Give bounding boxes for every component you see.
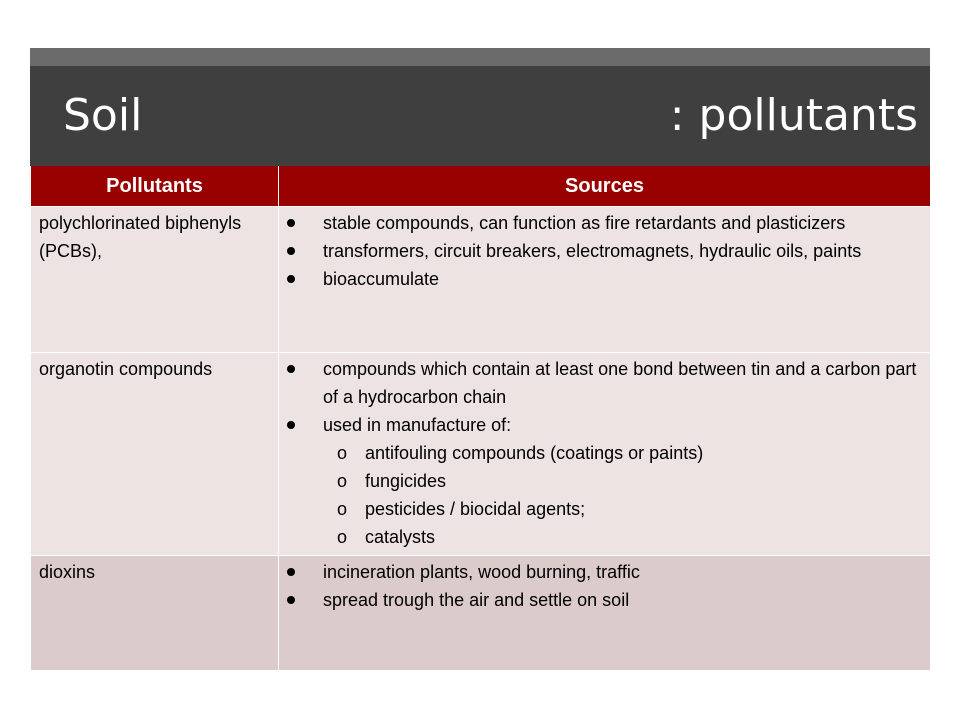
bullet-icon [287, 568, 295, 576]
hollow-circle-bullet-icon: o [337, 443, 348, 463]
source-text: compounds which contain at least one bond between tin and a carbon part of a hydrocarbon chain [323, 359, 917, 407]
source-item [287, 209, 924, 237]
source-item [287, 558, 924, 586]
pollutant-cell: organotin compounds [31, 353, 279, 556]
sub-source-text: antifouling compounds (coatings or paints) [365, 443, 704, 463]
pollutant-cell: dioxins [31, 556, 279, 671]
source-text: used in manufacture of: [323, 415, 512, 435]
source-item [287, 355, 924, 411]
hollow-circle-bullet-icon: o [337, 527, 348, 547]
sub-source-item [287, 495, 924, 523]
source-text: stable compounds, can function as fire retardants and plasticizers [323, 213, 846, 233]
bullet-icon [287, 421, 295, 429]
sub-source-text: pesticides / biocidal agents; [365, 499, 586, 519]
sources-list [287, 558, 924, 614]
bullet-icon [287, 275, 295, 283]
source-text: spread trough the air and settle on soil [323, 590, 630, 610]
hollow-circle-bullet-icon: o [337, 471, 348, 491]
sources-cell [279, 556, 931, 671]
table-row [31, 556, 931, 671]
source-text: transformers, circuit breakers, electromagnets, hydraulic oils, paints [323, 241, 862, 261]
manufacture-uses-list [287, 439, 924, 551]
sub-source-item [287, 467, 924, 495]
slide-title-topic: : pollutants [669, 90, 918, 141]
bullet-icon [287, 219, 295, 227]
hollow-circle-bullet-icon: o [337, 499, 348, 519]
source-text: bioaccumulate [323, 269, 440, 289]
table-header-row [31, 166, 931, 207]
sources-cell [279, 207, 931, 353]
sources-list [287, 209, 924, 293]
bullet-icon [287, 596, 295, 604]
header-sources: Sources [279, 166, 931, 207]
title-band [30, 66, 930, 166]
sub-source-item [287, 439, 924, 467]
pollutant-cell: polychlorinated biphenyls (PCBs), [31, 207, 279, 353]
source-item [287, 237, 924, 265]
source-item [287, 411, 924, 439]
source-text: incineration plants, wood burning, traffic [323, 562, 640, 582]
slide-top-bar [30, 48, 930, 66]
sources-cell [279, 353, 931, 556]
table-row [31, 207, 931, 353]
source-item [287, 586, 924, 614]
bullet-icon [287, 365, 295, 373]
pollutants-table [30, 166, 931, 671]
source-item [287, 265, 924, 293]
table-row [31, 353, 931, 556]
slide-title-subject: Soil [63, 90, 143, 141]
sub-source-item [287, 523, 924, 551]
header-pollutants: Pollutants [31, 166, 279, 207]
sub-source-text: fungicides [365, 471, 447, 491]
sources-list [287, 355, 924, 439]
bullet-icon [287, 247, 295, 255]
sub-source-text: catalysts [365, 527, 436, 547]
